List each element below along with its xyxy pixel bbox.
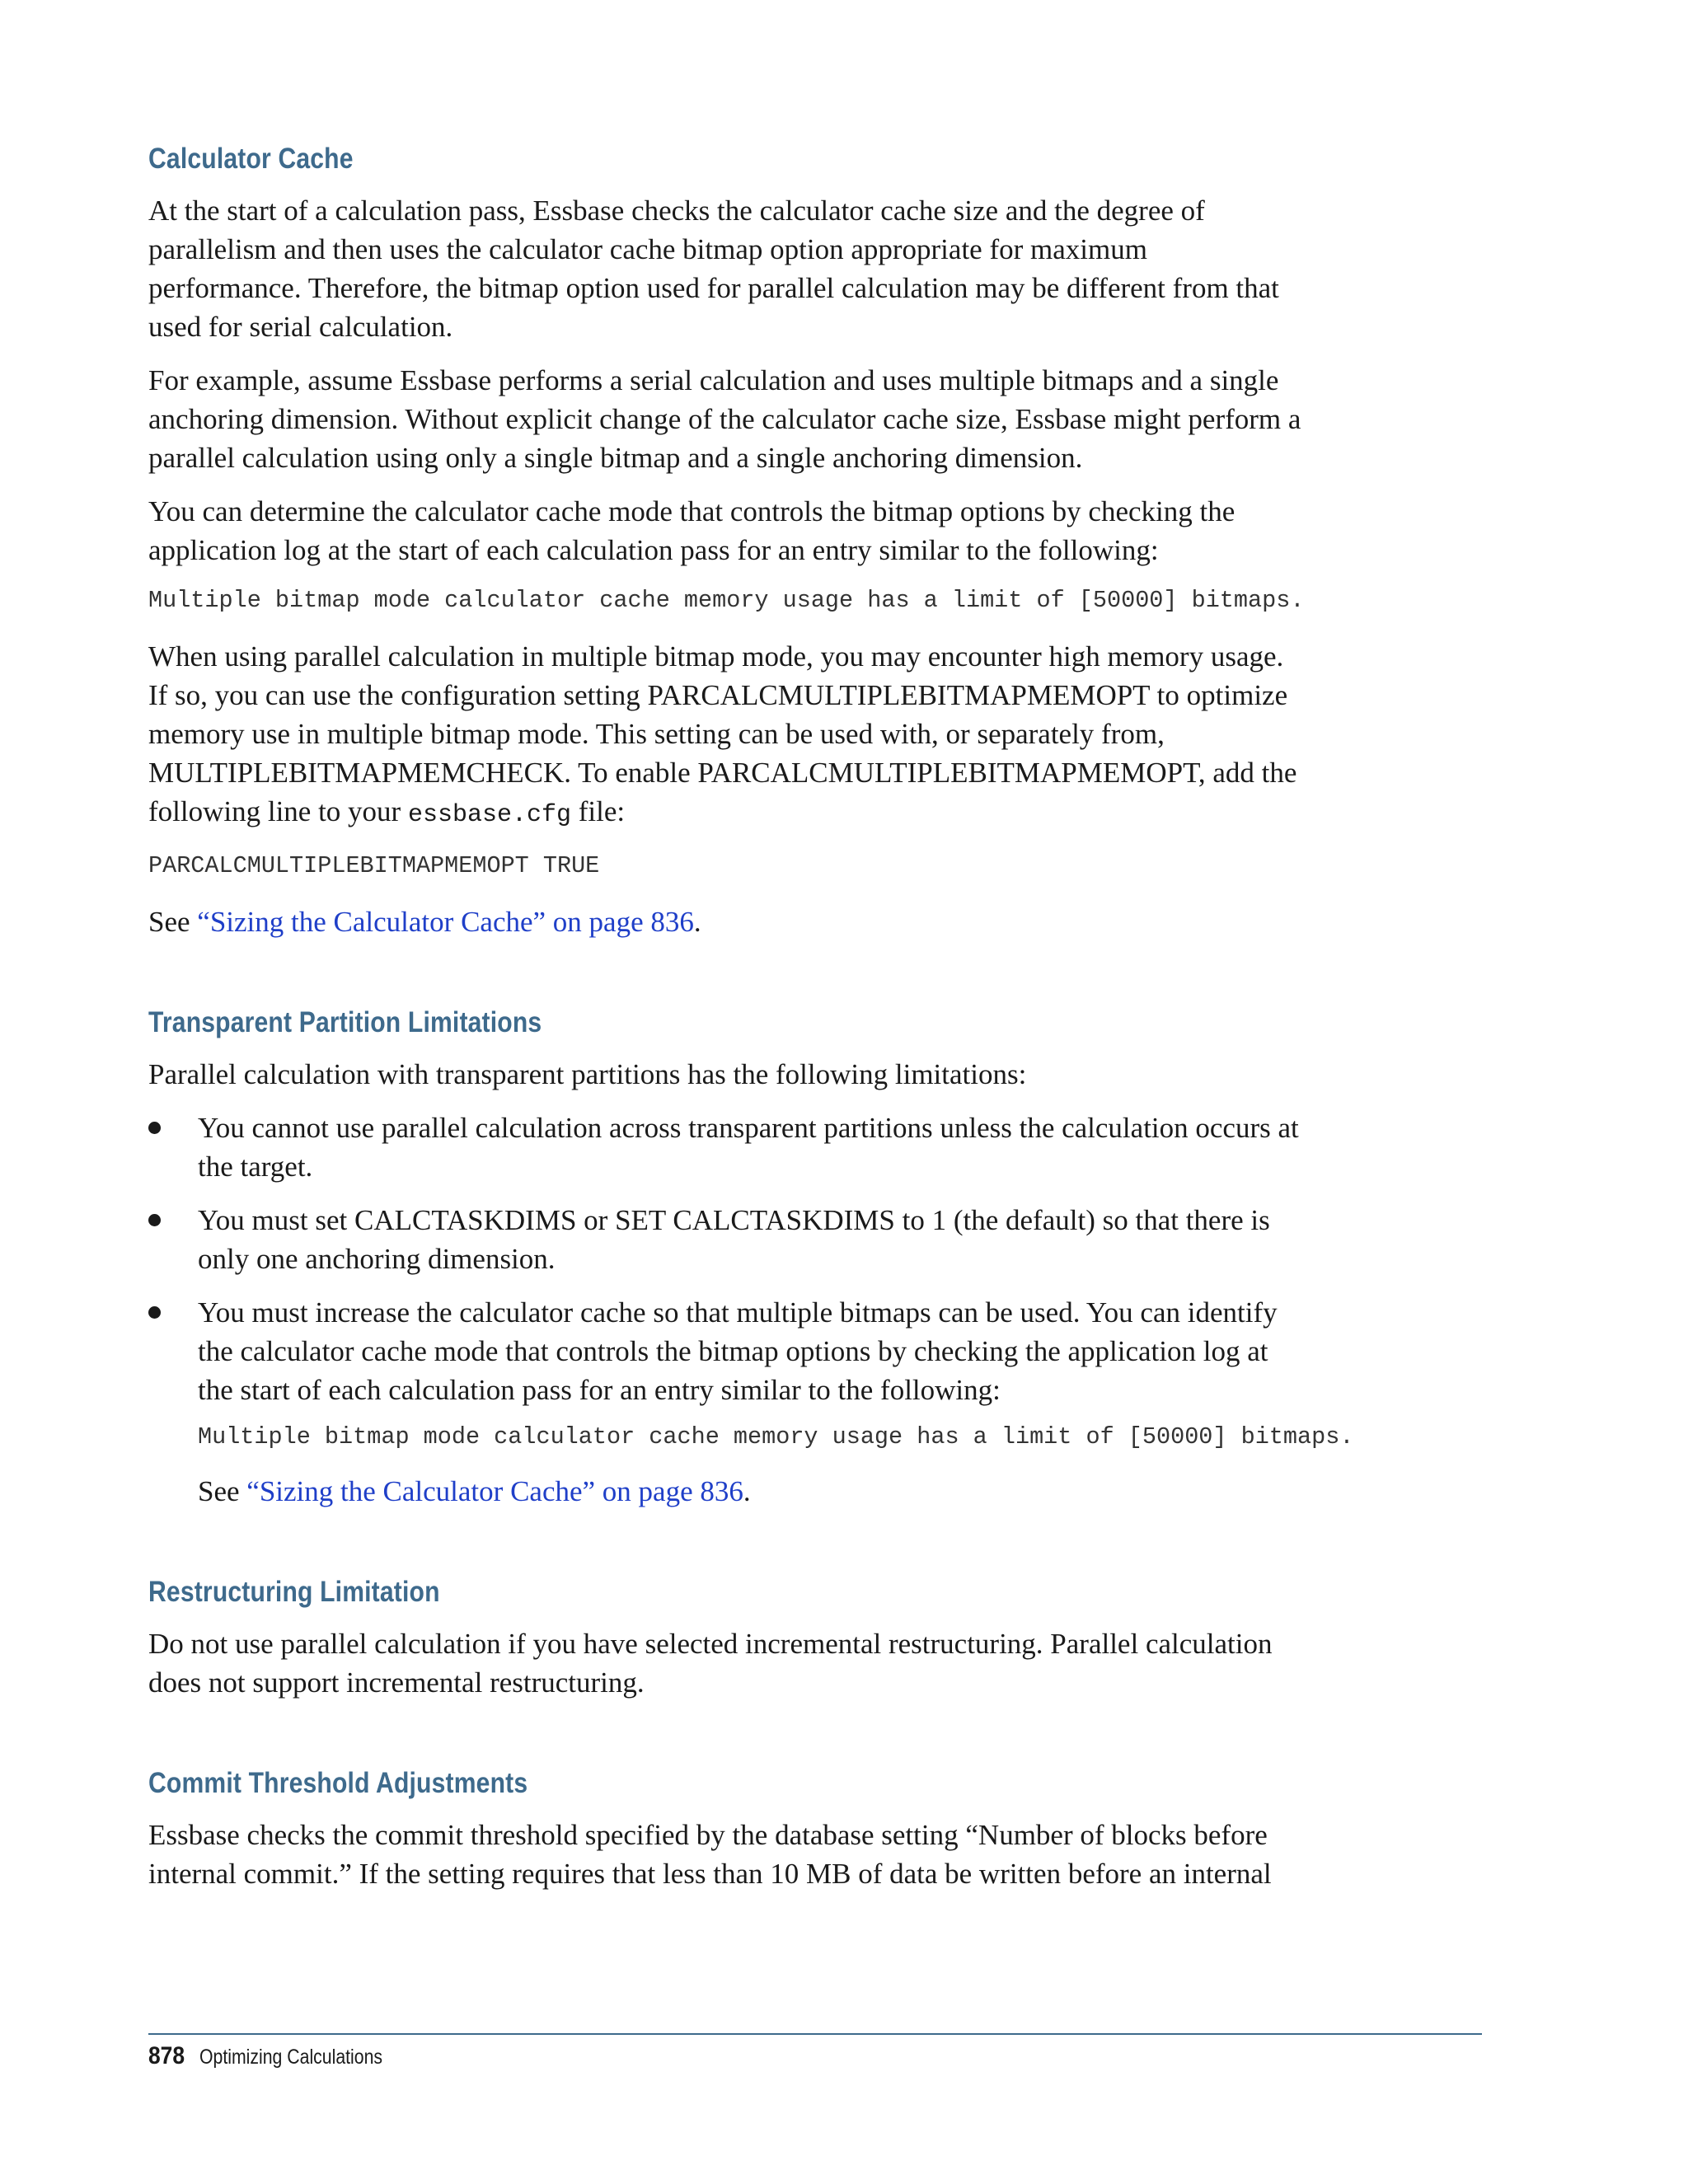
paragraph: Parallel calculation with transparent partitions has the following limitations: xyxy=(148,1058,1027,1090)
see-suffix: . xyxy=(743,1475,751,1507)
chapter-title: Optimizing Calculations xyxy=(199,2046,383,2069)
paragraph: At the start of a calculation pass, Essbase checks the calculator cache size and the degree of parallelism and then uses the calculator cache bitmap option appropriate for maximum performance. Therefore, the bitmap option used for parallel calculation may be different from that used for serial calculation. xyxy=(148,194,1279,343)
paragraph: Essbase checks the commit threshold specified by the database setting “Number of blocks before internal commit.” If the setting requires that less than 10 MB of data be written before an internal xyxy=(148,1819,1272,1890)
bullet-icon xyxy=(148,1306,161,1319)
see-prefix: See xyxy=(198,1475,247,1507)
heading-restructuring: Restructuring Limitation xyxy=(148,1576,440,1608)
list-item xyxy=(148,1108,1302,1186)
heading-transparent-partition: Transparent Partition Limitations xyxy=(148,1006,542,1038)
inline-code-filename: essbase.cfg xyxy=(407,801,572,829)
see-suffix: . xyxy=(693,906,701,938)
code-sample: Multiple bitmap mode calculator cache memory usage has a limit of [50000] bitmaps. xyxy=(148,587,1305,614)
paragraph-text: When using parallel calculation in multiple bitmap mode, you may encounter high memory usage. If so, you can use the configuration setting PARCALCMULTIPLEBITMAPMEMOPT to optimize memory use in multiple bitmap mode. This setting can be used with, or separately from, MULTIPLEBITMAPMEMCHECK. To enable PARCALCMULTIPLEBITMAPMEMOPT, add the following line to your xyxy=(148,640,1297,827)
cross-reference-link[interactable]: “Sizing the Calculator Cache” on page 836 xyxy=(246,1475,743,1507)
page-footer xyxy=(148,2042,415,2070)
paragraph: For example, assume Essbase performs a serial calculation and uses multiple bitmaps and a single anchoring dimension. Without explicit change of the calculator cache size, Essbase might perform a parallel calculation using only a single bitmap and a single anchoring dimension. xyxy=(148,364,1301,474)
list-item-text: You must increase the calculator cache so that multiple bitmaps can be used. You can identify the calculator cache mode that controls the bitmap options by checking the application log at the start of each calculation pass for an entry similar to the following: xyxy=(198,1296,1278,1406)
section-calculator-cache xyxy=(148,142,1305,941)
paragraph xyxy=(148,637,1302,835)
footer-divider xyxy=(148,2033,1482,2035)
page-content xyxy=(148,142,1354,1957)
heading-calculator-cache: Calculator Cache xyxy=(148,143,354,175)
code-sample: Multiple bitmap mode calculator cache memory usage has a limit of [50000] bitmaps. xyxy=(198,1423,1354,1451)
list-item-text: You cannot use parallel calculation across transparent partitions unless the calculation occurs at the target. xyxy=(198,1112,1299,1183)
list-item-text: You must set CALCTASKDIMS or SET CALCTASKDIMS to 1 (the default) so that there is only one anchoring dimension. xyxy=(198,1204,1270,1275)
list-item xyxy=(148,1201,1302,1278)
heading-commit-threshold: Commit Threshold Adjustments xyxy=(148,1767,528,1799)
cross-reference-link[interactable]: “Sizing the Calculator Cache” on page 836 xyxy=(197,906,694,938)
paragraph-text-end: file: xyxy=(571,795,626,827)
paragraph: You can determine the calculator cache mode that controls the bitmap options by checking the application log at the start of each calculation pass for an entry similar to the following: xyxy=(148,495,1236,566)
section-restructuring xyxy=(148,1575,1302,1702)
section-commit-threshold xyxy=(148,1766,1302,1893)
paragraph: Do not use parallel calculation if you have selected incremental restructuring. Parallel calculation does not support incremental restructuring. xyxy=(148,1628,1273,1699)
see-reference xyxy=(198,1472,1302,1511)
list-item xyxy=(148,1293,1354,1511)
bullet-icon xyxy=(148,1122,161,1134)
bullet-list xyxy=(148,1108,1354,1511)
section-transparent-partition xyxy=(148,1005,1354,1511)
code-sample: PARCALCMULTIPLEBITMAPMEMOPT TRUE xyxy=(148,852,600,879)
bullet-icon xyxy=(148,1214,161,1226)
see-prefix: See xyxy=(148,906,198,938)
page-number: 878 xyxy=(148,2042,185,2069)
see-reference xyxy=(148,902,1302,941)
